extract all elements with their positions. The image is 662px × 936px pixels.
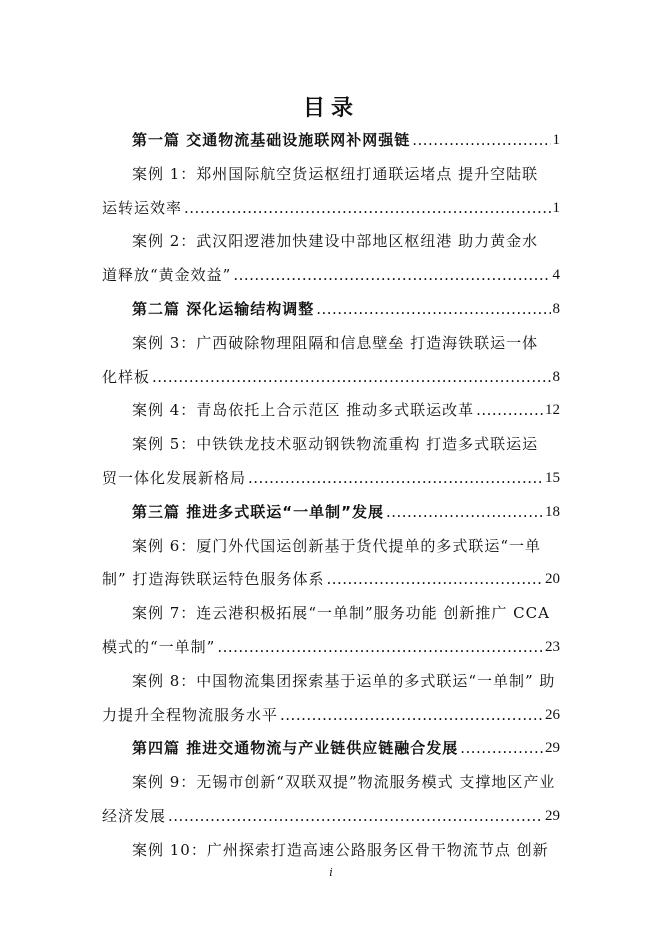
toc-entry-text: 案例 4：青岛依托上合示范区 推动多式联运改革: [132, 401, 475, 420]
toc-page-number: 8: [552, 368, 560, 385]
toc-case-entry[interactable]: [132, 770, 560, 792]
toc-case-entry[interactable]: [132, 162, 560, 184]
toc-case-entry[interactable]: [102, 804, 560, 826]
toc-entry-text: 第四篇 推进交通物流与产业链供应链融合发展: [132, 739, 459, 758]
toc-entry-text: 案例 10：广州探索打造高速公路服务区骨干物流节点 创新: [132, 840, 549, 859]
toc-case-entry[interactable]: [102, 567, 560, 589]
toc-chapter-entry[interactable]: [132, 297, 560, 319]
toc-chapter-entry[interactable]: [132, 128, 560, 150]
page-number: i: [329, 866, 333, 879]
toc-entry-text: 运转运效率: [102, 198, 183, 217]
toc-leader-dots: [476, 400, 543, 420]
toc-entry-text: 贸一体化发展新格局: [102, 469, 247, 487]
toc-case-entry[interactable]: [132, 669, 560, 691]
toc-leader-dots: [152, 367, 550, 387]
toc-case-entry[interactable]: [132, 601, 560, 623]
toc-page-number: 1: [552, 132, 560, 148]
toc-case-entry[interactable]: [132, 534, 560, 556]
toc-title: 目录: [302, 95, 359, 121]
toc-case-entry[interactable]: [132, 432, 560, 454]
toc-chapter-entry[interactable]: [132, 500, 560, 522]
toc-leader-dots: [316, 299, 550, 319]
toc-leader-dots: [386, 502, 543, 522]
toc-case-entry[interactable]: [102, 263, 560, 285]
toc-page-number: 8: [552, 301, 560, 317]
toc-case-entry[interactable]: [132, 331, 560, 353]
toc-page-number: 29: [545, 808, 560, 824]
toc-leader-dots: [248, 468, 543, 488]
toc-entry-text: 第三篇 推进多式联运“一单制”发展: [132, 502, 384, 521]
toc-entry-text: 案例 8：中国物流集团探索基于运单的多式联运“一单制” 助: [132, 671, 556, 690]
toc-entry-text: 经济发展: [102, 807, 167, 825]
toc-entry-text: 制” 打造海铁联运特色服务体系: [102, 570, 325, 589]
toc-case-entry[interactable]: [132, 838, 560, 860]
toc-entry-text: 道释放“黄金效益”: [102, 266, 232, 285]
toc-case-entry[interactable]: [102, 703, 560, 725]
toc-leader-dots: [326, 569, 543, 589]
toc-page-number: 15: [545, 470, 560, 486]
toc-page-number: 12: [545, 402, 560, 419]
toc-case-entry[interactable]: [132, 398, 560, 420]
toc-page-number: 26: [545, 706, 560, 723]
toc-entry-text: 力提升全程物流服务水平: [102, 705, 279, 724]
toc-page-number: 23: [545, 639, 560, 655]
toc-page-number: 4: [552, 267, 560, 284]
toc-case-entry[interactable]: [102, 196, 560, 218]
toc-entry-text: 第一篇 交通物流基础设施联网补网强链: [132, 131, 411, 149]
toc-entry-text: 第二篇 深化运输结构调整: [132, 300, 315, 318]
toc-leader-dots: [184, 198, 550, 218]
toc-case-entry[interactable]: [132, 229, 560, 251]
toc-entry-text: 案例 9：无锡市创新“双联双提”物流服务模式 支撑地区产业: [132, 773, 556, 792]
toc-leader-dots: [412, 130, 550, 150]
toc-entry-text: 案例 7：连云港积极拓展“一单制”服务功能 创新推广 CCA: [132, 604, 550, 623]
toc-case-entry[interactable]: [102, 365, 560, 387]
toc-entry-text: 模式的“一单制”: [102, 638, 216, 656]
toc-leader-dots: [460, 738, 543, 758]
toc-leader-dots: [233, 265, 550, 285]
toc-leader-dots: [280, 705, 543, 725]
toc-entry-text: 化样板: [102, 367, 151, 386]
toc-entry-text: 案例 2：武汉阳逻港加快建设中部地区枢纽港 助力黄金水: [132, 232, 539, 251]
toc-case-entry[interactable]: [102, 635, 560, 657]
toc-entry-text: 案例 3：广西破除物理阻隔和信息壁垒 打造海铁联运一体: [132, 333, 539, 352]
toc-entry-text: 案例 5：中铁铁龙技术驱动钢铁物流重构 打造多式联运运: [132, 435, 539, 454]
toc-case-entry[interactable]: [102, 466, 560, 488]
toc-page-number: 29: [545, 740, 560, 757]
toc-leader-dots: [217, 637, 543, 657]
toc-chapter-entry[interactable]: [132, 736, 560, 758]
toc-page-number: 1: [552, 199, 560, 216]
toc-page-number: 18: [545, 503, 560, 520]
toc-page-number: 20: [545, 571, 560, 588]
toc-entry-text: 案例 6：厦门外代国运创新基于货代提单的多式联运“一单: [132, 536, 541, 555]
toc-leader-dots: [168, 806, 543, 826]
toc-entry-text: 案例 1：郑州国际航空货运枢纽打通联运堵点 提升空陆联: [132, 164, 539, 183]
